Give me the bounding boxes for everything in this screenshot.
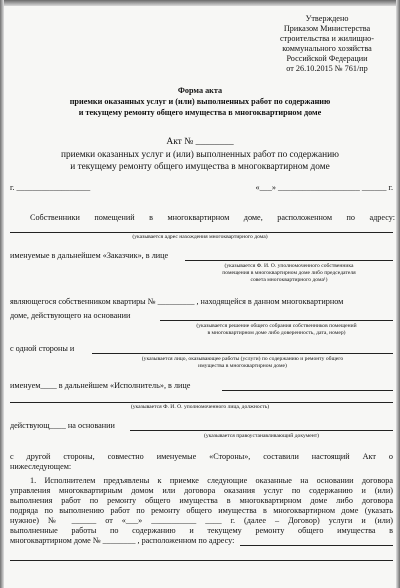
address-hint: (указывается адрес нахождения многоквартирного дома) xyxy=(132,234,268,240)
basis-hint: (указывается решение общего собрания собственников помещений xyxy=(196,323,357,329)
paragraph-1-line: выполненные работы по содержанию и текущему ремонту общего имущества в xyxy=(10,526,393,535)
address-line-3[interactable] xyxy=(10,560,393,561)
customer-text: именуемые в дальнейшем «Заказчик», в лице xyxy=(10,251,169,260)
form-title: Форма акта xyxy=(177,86,223,95)
form-subtitle: приемки оказанных услуг и (или) выполненных работ по содержанию xyxy=(69,97,331,106)
paragraph-1-line: выполнения работ по ремонту общего имущества в многоквартирном доме либо договора xyxy=(10,496,393,505)
customer-hint: помещения в многоквартирном доме либо председателя xyxy=(222,270,356,276)
act-subtitle: приемки оказанных услуг и (или) выполненных работ по содержанию xyxy=(60,150,340,160)
date-field[interactable]: «___» ____________________ ______ г. xyxy=(255,183,393,192)
approval-line: Приказом Министерства xyxy=(283,24,371,33)
contractor-line[interactable] xyxy=(92,353,393,354)
act-title: Акт № ________ xyxy=(166,137,234,147)
acting-basis-text: доме, действующего на основании xyxy=(10,311,131,320)
representative-line[interactable] xyxy=(222,390,393,391)
named-hint: (указывается Ф. И. О. уполномоченного лица, должность) xyxy=(130,404,270,410)
approval-line: коммунального хозяйства xyxy=(282,44,372,53)
customer-name-line[interactable] xyxy=(185,260,393,261)
paragraph-1-line: подряда по выполнению работ по ремонту общего имущества в многоквартирном доме (указать xyxy=(10,506,393,515)
page-top-edge xyxy=(0,0,400,6)
approval-line: строительства и жилищно- xyxy=(279,34,374,43)
city-field[interactable]: г. __________________ xyxy=(10,183,91,192)
contractor-hint: имущества в многоквартирном доме) xyxy=(198,363,287,369)
named-text: именуем____ в дальнейшем «Исполнитель», в лице xyxy=(10,381,191,390)
one-side-text: с одной стороны и xyxy=(10,344,75,353)
basis-hint: в многоквартирном доме либо доверенность, дата, номер) xyxy=(207,330,346,336)
approval-line: Утверждено xyxy=(305,14,349,23)
apartment-text: являющегося собственником квартиры № _________ , находящейся в данном многоквартирном xyxy=(10,297,344,306)
paragraph-1-line: 1. Исполнителем предъявлены к приемке следующие оказанные на основании договора xyxy=(30,476,393,485)
address-line-2[interactable] xyxy=(240,545,393,546)
form-subtitle: и текущему ремонту общего имущества в многоквартирном доме xyxy=(78,108,322,117)
basis-line[interactable] xyxy=(160,320,393,321)
paragraph-1-line: управления многоквартирным домом или договора оказания услуг по содержанию и (или) xyxy=(10,486,393,495)
paragraph-1-line: нужное) № ______ от «___» ___________ ____ г. (далее – Договор) услуги и (или) xyxy=(10,516,393,525)
act-subtitle: и текущему ремонту общего имущества в многоквартирном доме xyxy=(70,162,330,172)
approval-line: от 26.10.2015 № 761/пр xyxy=(286,64,368,73)
other-side-text: нижеследующем: xyxy=(10,462,72,471)
contractor-hint: (указывается лицо, оказывающее работы (услуги) по содержанию и ремонту общего xyxy=(141,356,344,362)
approval-line: Российской Федерации xyxy=(286,54,368,63)
customer-hint: (указывается Ф. И. О. уполномоченного собственника xyxy=(224,263,354,269)
document-line[interactable] xyxy=(130,430,393,431)
customer-hint: совета многоквартирного дома¹) xyxy=(250,277,328,283)
paragraph-1-line: многоквартирном доме № ________ , расположенном по адресу: xyxy=(10,536,235,545)
address-line[interactable] xyxy=(10,232,393,233)
representative-line-2[interactable] xyxy=(10,402,393,403)
other-side-text: с другой стороны, совместно именуемые «Стороны», составили настоящий Акт о xyxy=(10,452,393,461)
acting-hint: (указывается правоустанавливающий документ) xyxy=(203,433,320,439)
owners-text: Собственники помещений в многоквартирном доме, расположенном по адресу: xyxy=(30,213,395,222)
acting-text: действующ____ на основании xyxy=(10,421,115,430)
